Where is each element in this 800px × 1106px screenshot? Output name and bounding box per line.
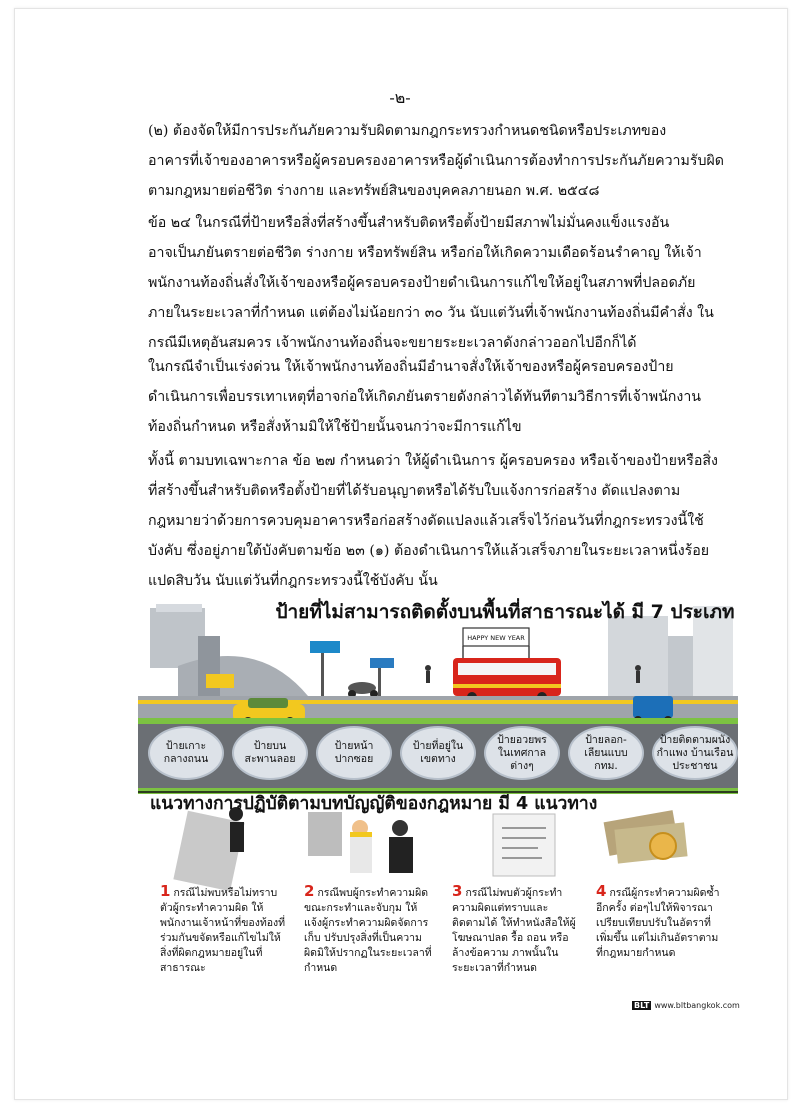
text-line: กรณีมีเหตุอันสมควร เจ้าพนักงานท้องถิ่นจะขยายระยะเวลาดังกล่าวออกไปอีกก็ได้ <box>148 335 637 351</box>
publisher-logo <box>632 1001 740 1010</box>
sign-type-label: ป้ายเกาะ กลางถนน <box>163 740 209 765</box>
text-line: บังคับ ซึ่งอยู่ภายใต้บังคับตามข้อ ๒๓ (๑) ต้องดำเนินการให้แล้วเสร็จภายในระยะเวลาหนึ่งร้อย <box>148 543 710 559</box>
text-line: แปดสิบวัน นับแต่วันที่กฎกระทรวงนี้ใช้บังคับ นั้น <box>148 573 438 589</box>
text-line: ท้องถิ่นกำหนด หรือสั่งห้ามมิให้ใช้ป้ายนั้นจนกว่าจะมีการแก้ไข <box>148 419 522 435</box>
sign-type-label: ป้ายหน้า ปากซอย <box>334 740 374 765</box>
text-line: พนักงานท้องถิ่นสั่งให้เจ้าของหรือผู้ครอบครองป้ายดำเนินการแก้ไขให้อยู่ในสภาพที่ปลอดภัย <box>148 275 696 291</box>
pedestrian-icon <box>636 671 640 683</box>
sign-type-oval <box>316 726 392 780</box>
sign-type-label: ป้ายติดตามผนัง กำแพง บ้านเรือน ประชาชน <box>656 733 734 772</box>
step-text: กรณีผู้กระทำความผิดซ้ำอีกครั้ง ต่อๆไปให้พิจารณาเปรียบเทียบปรับในอัตราที่เพิ่มขึ้น แต่ไม่เกินอัตราตามที่กฎหมายกำหนด <box>596 887 720 959</box>
sign-type-label: ป้ายอวยพร ในเทศกาล ต่างๆ <box>497 733 547 772</box>
step-text: กรณีพบผู้กระทำความผิดขณะกระทำและจับกุม ให้แจ้งผู้กระทำความผิดจัดการเก็บ ปรับปรุงสิ่งที่เป็นความผิดมิให้ปรากฏในระยะเวลาที่กำหนด <box>304 887 432 974</box>
road-sign <box>206 674 234 688</box>
guideline-step-2 <box>304 884 432 976</box>
logo-mark: BLT <box>634 1001 650 1010</box>
step-number: 4 <box>596 882 607 900</box>
step-1-illustration <box>173 807 244 891</box>
text-line: อาคารที่เจ้าของอาคารหรือผู้ครอบครองอาคารหรือผู้ดำเนินการต้องทำการประกันภัยความรับผิด <box>148 153 725 169</box>
overpass-structure <box>150 608 205 668</box>
text-line: อาจเป็นภยันตรายต่อชีวิต ร่างกาย หรือทรัพย์สิน หรือก่อให้เกิดความเดือดร้อนรำคาญ ให้เจ้า <box>148 245 702 261</box>
step-number: 2 <box>304 882 315 900</box>
sign-types-row <box>148 726 738 782</box>
sign-type-oval <box>568 726 644 780</box>
pedestrian-icon <box>426 671 430 683</box>
text-line: (๒) ต้องจัดให้มีการประกันภัยความรับผิดตามกฎกระทรวงกำหนดชนิดหรือประเภทของ <box>148 123 667 139</box>
street-sign <box>370 658 394 668</box>
banner-text: HAPPY NEW YEAR <box>467 634 525 642</box>
paragraph-insurance <box>148 116 725 206</box>
paragraph-urgent <box>148 352 720 442</box>
sign-type-label: ป้ายบน สะพานลอย <box>244 740 296 765</box>
step-2-illustration <box>308 812 413 873</box>
text-line: ข้อ ๒๔ ในกรณีที่ป้ายหรือสิ่งที่สร้างขึ้นสำหรับติดหรือตั้งป้ายมีสภาพไม่มั่นคงแข็งแรงอัน <box>148 215 670 231</box>
street-sign <box>310 641 340 653</box>
guidelines-title: แนวทางการปฏิบัติตามบทบัญญัติของกฎหมาย มี 4 แนวทาง <box>150 794 598 814</box>
sign-type-label: ป้ายที่อยู่ใน เขตทาง <box>412 740 464 765</box>
sign-type-oval <box>484 726 560 780</box>
step-number: 1 <box>160 882 171 900</box>
guideline-step-1 <box>160 884 288 976</box>
sign-type-oval <box>148 726 224 780</box>
step-text: กรณีไม่พบหรือไม่ทราบตัวผู้กระทำความผิด ให้พนักงานเจ้าหน้าที่ของท้องที่ร่วมกันขจัดหรือแก้ไขไม่ให้สิ่งที่ผิดกฎหมายอยู่ในที่สาธารณะ <box>160 887 286 974</box>
sign-type-oval <box>400 726 476 780</box>
sign-types-title: ป้ายที่ไม่สามารถติดตั้งบนพื้นที่สาธารณะได้ มี 7 ประเภท <box>275 601 735 623</box>
tuktuk-icon <box>633 696 673 718</box>
text-line: ตามกฎหมายต่อชีวิต ร่างกาย และทรัพย์สินของบุคคลภายนอก พ.ศ. ๒๕๔๘ <box>148 183 600 199</box>
sign-type-oval <box>652 726 738 780</box>
text-line: ภายในระยะเวลาที่กำหนด แต่ต้องไม่น้อยกว่า ๓๐ วัน นับแต่วันที่เจ้าพนักงานท้องถิ่นมีคำสั่ง ใน <box>148 305 714 321</box>
paragraph-transitional <box>148 446 720 596</box>
page-number: -๒- <box>389 88 411 107</box>
step-4-illustration <box>604 810 688 863</box>
paragraph-clause-24 <box>148 208 720 358</box>
text-line: ในกรณีจำเป็นเร่งด่วน ให้เจ้าพนักงานท้องถิ่นมีอำนาจสั่งให้เจ้าของหรือผู้ครอบครองป้าย <box>148 359 674 375</box>
guideline-step-3 <box>452 884 580 976</box>
text-line: ที่สร้างขึ้นสำหรับติดหรือตั้งป้ายที่ได้รับอนุญาตหรือได้รับใบแจ้งการก่อสร้าง ดัดแปลงตาม <box>148 483 681 499</box>
text-line: ดำเนินการเพื่อบรรเทาเหตุที่อาจก่อให้เกิดภยันตรายดังกล่าวได้ทันทีตามวิธีการที่เจ้าพนักงาน <box>148 389 701 405</box>
sign-type-label: ป้ายลอก- เลียนแบบ กทม. <box>584 733 628 772</box>
logo-url: www.bltbangkok.com <box>654 1001 740 1010</box>
step-number: 3 <box>452 882 463 900</box>
sign-type-oval <box>232 726 308 780</box>
step-text: กรณีไม่พบตัวผู้กระทำความผิดแต่ทราบและติดตามได้ ให้ทำหนังสือให้ผู้โฆษณาปลด รื้อ ถอน หรือล้างข้อความ ภาพนั้นในระยะเวลาที่กำหนด <box>452 887 576 974</box>
text-line: ทั้งนี้ ตามบทเฉพาะกาล ข้อ ๒๗ กำหนดว่า ให้ผู้ดำเนินการ ผู้ครอบครอง หรือเจ้าของป้ายหรือสิ่ง <box>148 453 718 469</box>
text-line: กฎหมายว่าด้วยการควบคุมอาคารหรือก่อสร้างดัดแปลงแล้วเสร็จไว้ก่อนวันที่กฎกระทรวงนี้ใช้ <box>148 513 704 529</box>
step-3-illustration <box>493 814 555 876</box>
guideline-step-4 <box>596 884 724 961</box>
